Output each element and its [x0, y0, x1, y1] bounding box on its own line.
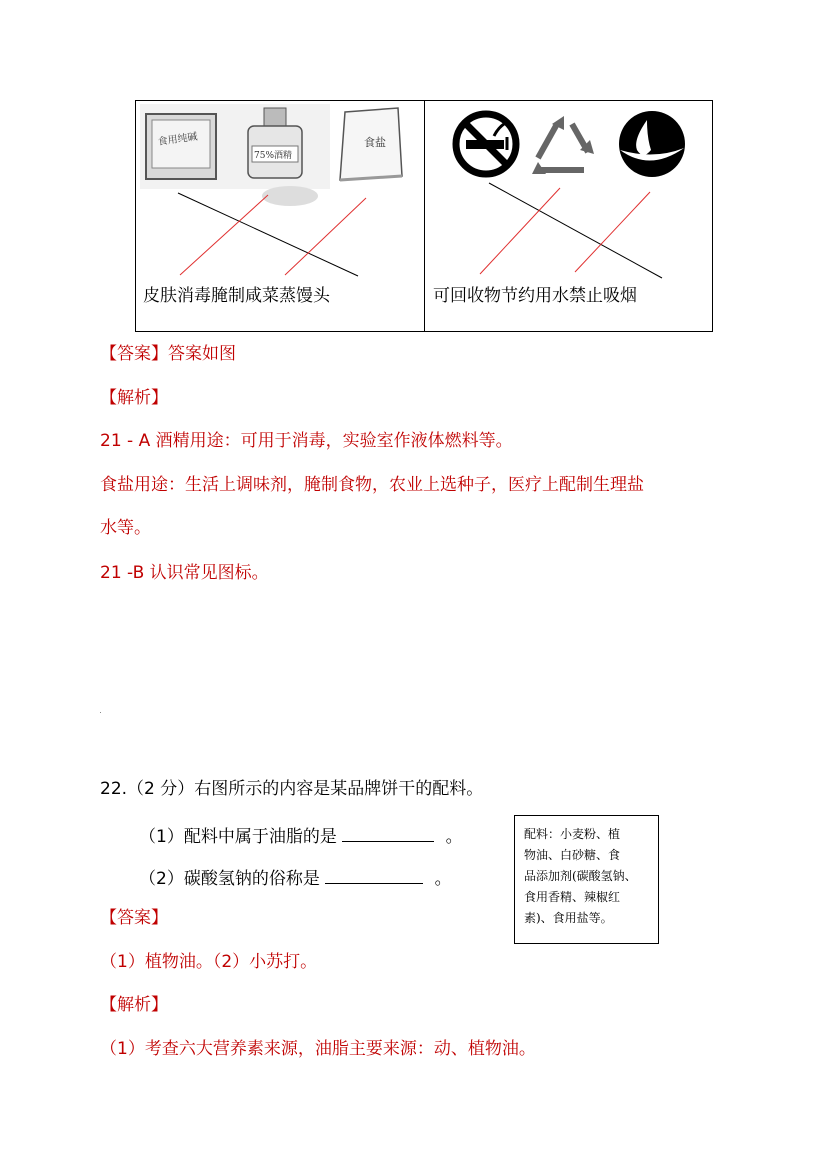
ingredient-line: 食用香精、辣椒红 — [524, 890, 621, 904]
sub2-prefix: （2）碳酸氢钠的俗称是 — [139, 869, 320, 889]
ingredient-box — [514, 815, 659, 944]
ingredient-line: 品添加剂(碳酸氢钠、 — [524, 869, 637, 883]
left-usage-labels: 皮肤消毒腌制咸菜蒸馒头 — [143, 286, 330, 306]
q22-stem: 22.（2 分）右图所示的内容是某品牌饼干的配料。 — [100, 779, 484, 799]
ingredient-line: 物油、白砂糖、食 — [524, 848, 621, 862]
q22-analysis-label: 【解析】 — [100, 995, 168, 1015]
ingredient-line: 配料：小麦粉、植 — [524, 827, 621, 841]
sub1-prefix: （1）配料中属于油脂的是 — [139, 827, 337, 847]
ingredient-line: 素)、食用盐等。 — [524, 911, 613, 925]
answer-text: 答案如图 — [168, 344, 236, 364]
q21-analysis-label: 【解析】 — [100, 388, 168, 408]
q21-salt-line-2: 水等。 — [100, 518, 151, 538]
q22-answer-text: （1）植物油。（2）小苏打。 — [100, 952, 318, 972]
q21-answer — [100, 344, 236, 364]
right-sign-labels: 可回收物节约用水禁止吸烟 — [433, 286, 637, 306]
sub2-suffix: 。 — [434, 869, 452, 889]
soda-label: 食用纯碱 — [157, 131, 199, 149]
alcohol-label: 75%酒精 — [254, 151, 293, 161]
stray-dot — [100, 712, 101, 713]
answer-label: 【答案】 — [100, 344, 168, 364]
q21-line-a: 21 - A 酒精用途：可用于消毒，实验室作液体燃料等。 — [100, 431, 513, 451]
q22-analysis-text: （1）考查六大营养素来源，油脂主要来源：动、植物油。 — [100, 1039, 536, 1059]
matching-lines — [0, 0, 827, 340]
sub2-blank[interactable] — [325, 865, 423, 884]
salt-label: 食盐 — [364, 136, 386, 149]
q22-sub1 — [139, 823, 463, 847]
q22-answer-label: 【答案】 — [100, 908, 168, 928]
q21-salt-line-1: 食盐用途：生活上调味剂，腌制食物，农业上选种子，医疗上配制生理盐 — [100, 475, 644, 495]
q21-line-b: 21 -B 认识常见图标。 — [100, 563, 269, 583]
q22-sub2 — [139, 865, 452, 889]
sub1-suffix: 。 — [445, 827, 463, 847]
sub1-blank[interactable] — [342, 823, 434, 842]
